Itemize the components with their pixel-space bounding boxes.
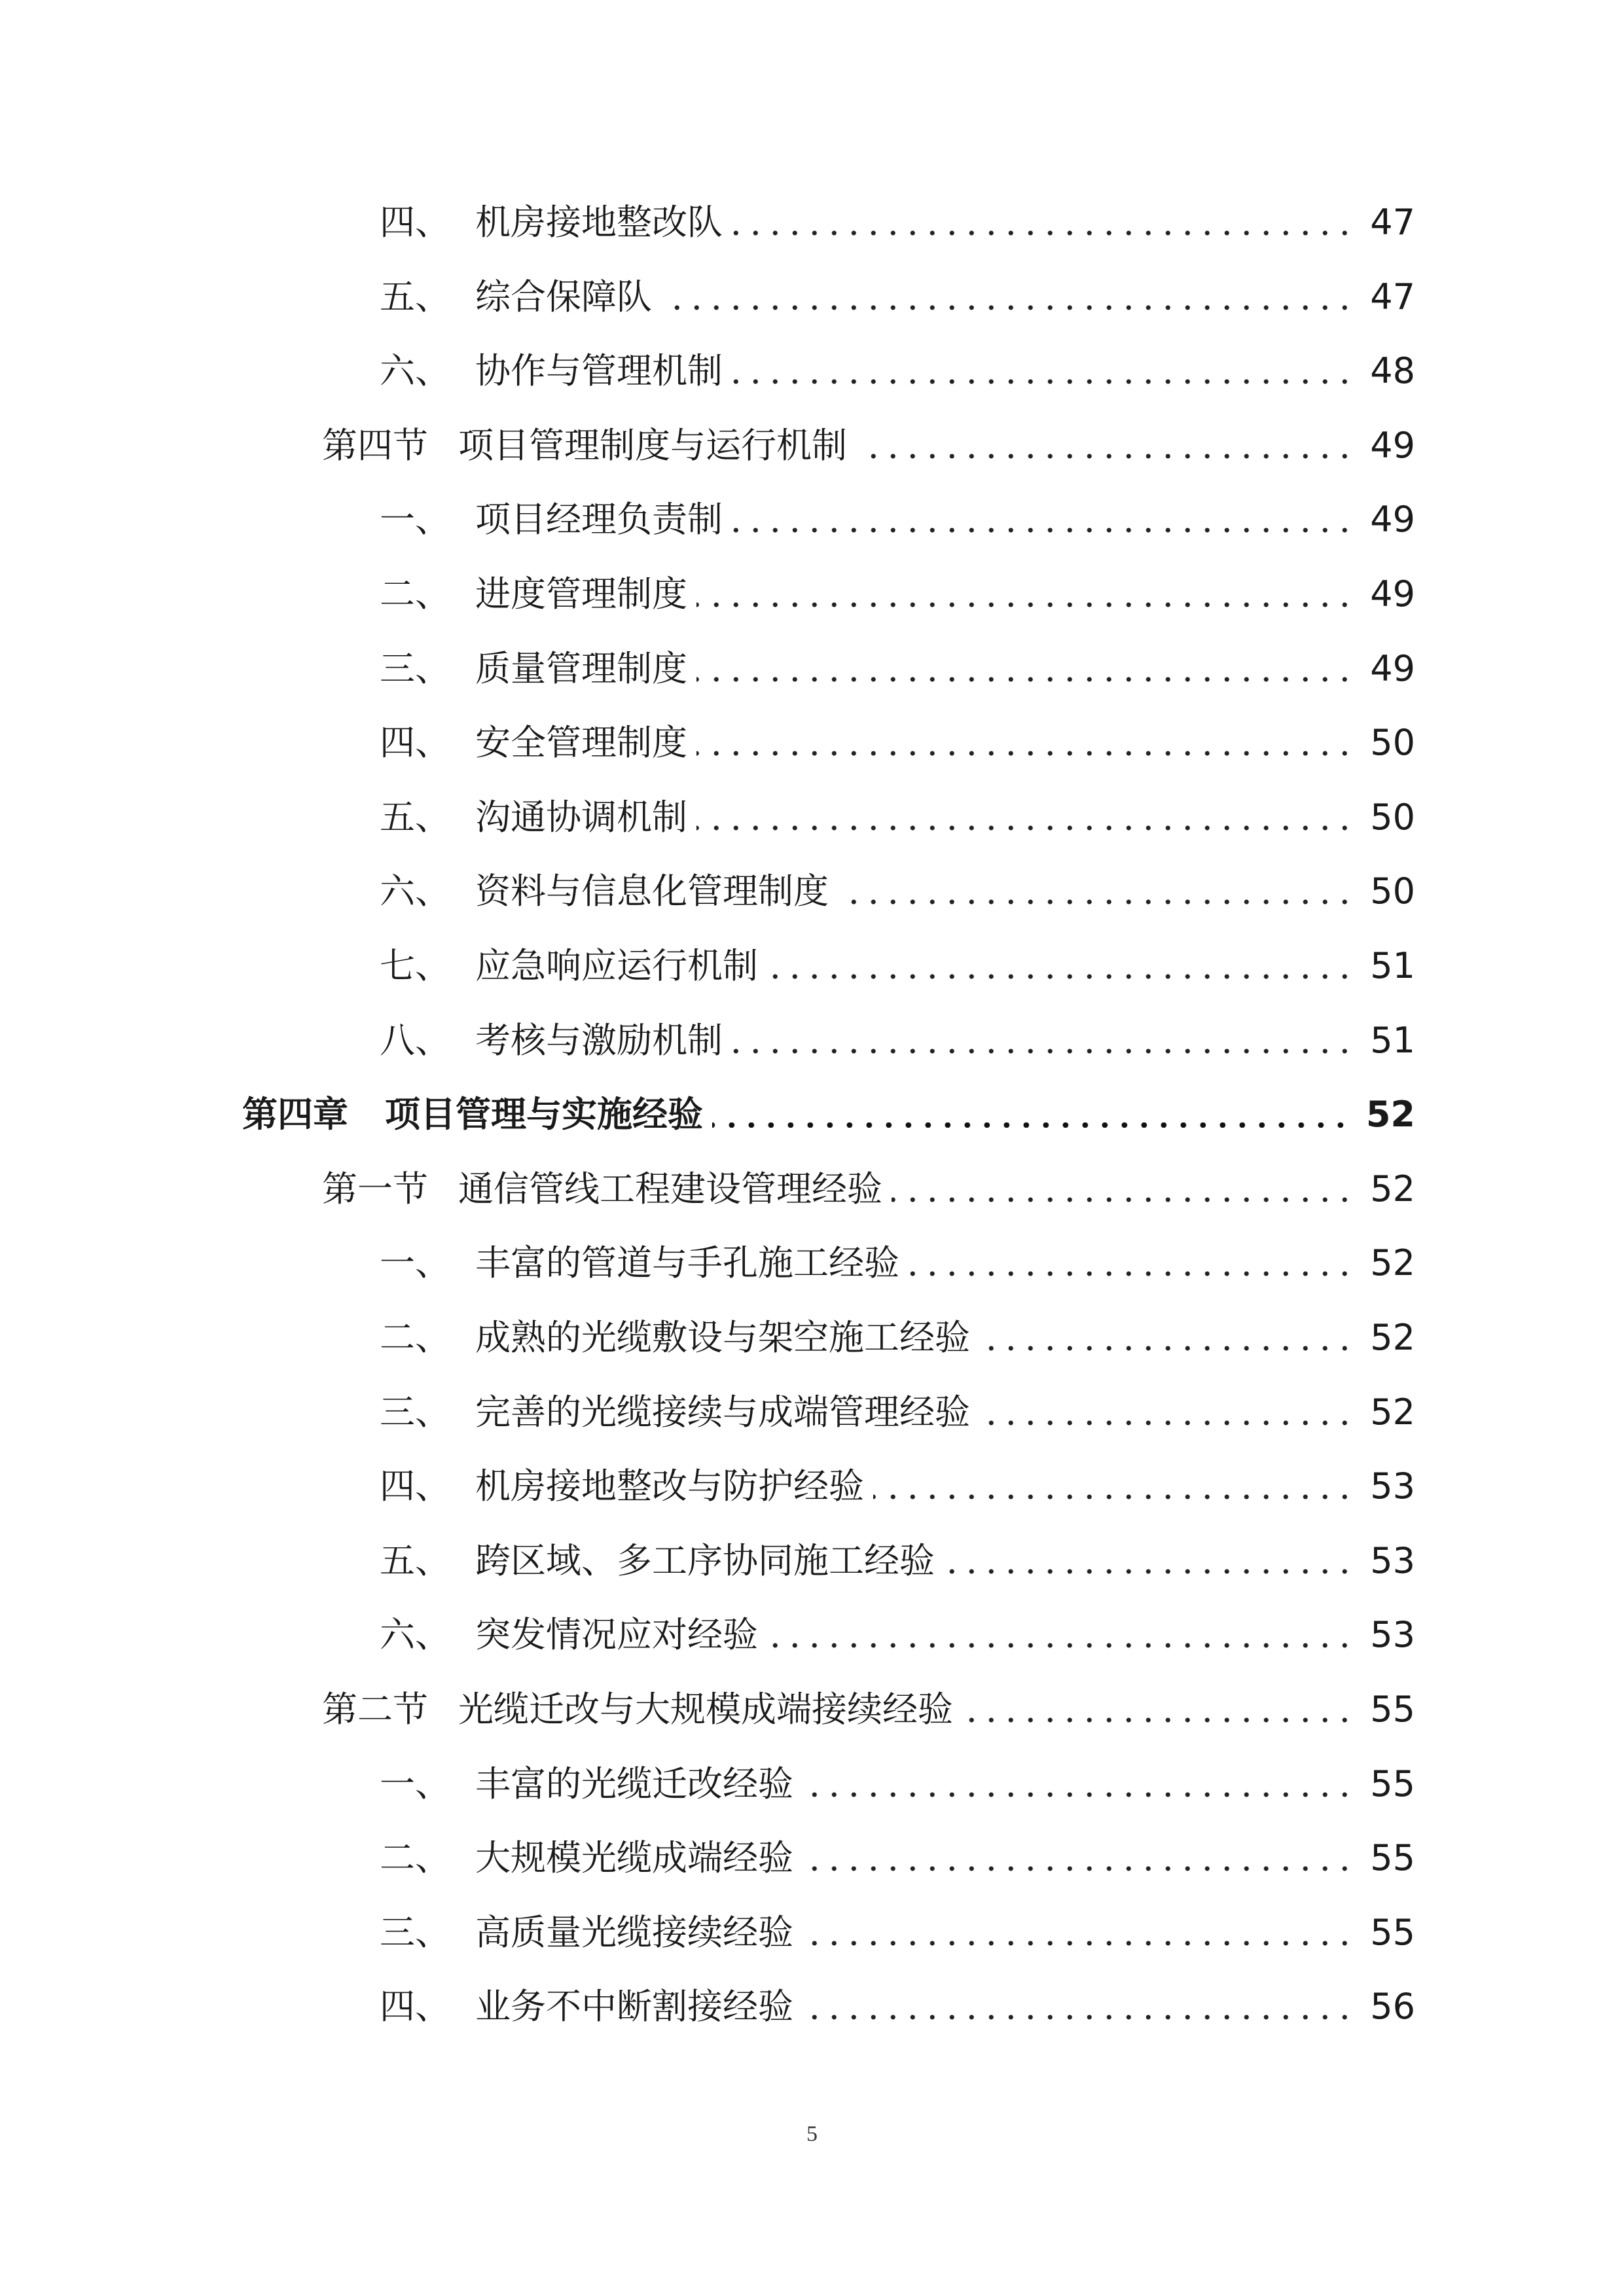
- toc-entry-title: 考核与激励机制: [475, 1020, 723, 1061]
- toc-entry: [380, 271, 1415, 323]
- toc-entry-label: [380, 1981, 793, 2033]
- toc-entry-number: 二、: [380, 573, 450, 615]
- toc-entry-title: 沟通协调机制: [475, 797, 687, 838]
- toc-entry-label: [380, 791, 687, 844]
- toc-entry-page: 50: [1370, 797, 1415, 838]
- toc-entry-title: 项目经理负责制: [475, 499, 723, 540]
- toc-entry-label: [322, 1163, 882, 1215]
- toc-entry-number: 六、: [380, 350, 450, 391]
- toc-entry-title: 通信管线工程建设管理经验: [458, 1168, 882, 1210]
- toc-entry-title: 协作与管理机制: [475, 350, 723, 391]
- toc-entry: [380, 791, 1415, 844]
- toc-entry-title: 项目管理制度与运行机制: [458, 425, 847, 466]
- toc-entry: [322, 1683, 1415, 1736]
- toc-entry-title: 安全管理制度: [475, 722, 687, 763]
- toc-entry-number: 三、: [380, 1391, 450, 1433]
- toc-entry-page: 52: [1365, 1094, 1415, 1135]
- toc-entry-number: 五、: [380, 276, 450, 317]
- toc-entry: [380, 1237, 1415, 1289]
- toc-entry-page: 50: [1370, 870, 1415, 912]
- toc-entry-label: [380, 1758, 793, 1810]
- toc-dot-leader: [696, 643, 1354, 695]
- toc-entry-page: 49: [1370, 425, 1415, 466]
- toc-dot-leader: [732, 1014, 1354, 1067]
- toc-entry-number: 一、: [380, 499, 450, 540]
- toc-entry-label: [380, 196, 723, 249]
- toc-entry-title: 综合保障队: [475, 276, 652, 317]
- toc-entry: [380, 1758, 1415, 1810]
- toc-entry-number: 五、: [380, 1540, 450, 1581]
- toc-entry-number: 四、: [380, 722, 450, 763]
- toc-entry-title: 业务不中断割接经验: [475, 1986, 793, 2027]
- toc-entry-title: 资料与信息化管理制度: [475, 870, 829, 912]
- toc-entry: [380, 1907, 1415, 1959]
- toc-entry: [380, 493, 1415, 546]
- toc-entry: [380, 1981, 1415, 2033]
- toc-entry-label: [380, 643, 687, 695]
- toc-entry-label: [380, 1832, 793, 1884]
- toc-entry-label: [242, 1088, 703, 1141]
- toc-entry-number: 六、: [380, 870, 450, 912]
- toc-entry-page: 55: [1370, 1837, 1415, 1878]
- toc-entry: [322, 1163, 1415, 1215]
- toc-entry-page: 53: [1370, 1540, 1415, 1581]
- toc-entry-number: 第四章: [242, 1094, 348, 1135]
- toc-entry: [380, 1386, 1415, 1439]
- toc-entry-title: 完善的光缆接续与成端管理经验: [475, 1391, 970, 1433]
- toc-entry: [380, 717, 1415, 769]
- toc-entry: [322, 420, 1415, 472]
- toc-dot-leader: [732, 196, 1354, 249]
- toc-entry: [380, 1832, 1415, 1884]
- toc-dot-leader: [803, 1758, 1354, 1810]
- page-number: 5: [806, 2122, 818, 2146]
- toc-entry-page: 52: [1370, 1317, 1415, 1358]
- toc-entry-page: 52: [1370, 1242, 1415, 1283]
- toc-entry-title: 光缆迁改与大规模成端接续经验: [458, 1689, 953, 1730]
- toc-entry-page: 53: [1370, 1465, 1415, 1507]
- toc-entry-number: 二、: [380, 1837, 450, 1878]
- toc-entry-page: 52: [1370, 1168, 1415, 1210]
- toc-dot-leader: [767, 1609, 1354, 1661]
- toc-entry-page: 51: [1370, 1020, 1415, 1061]
- toc-entry-number: 五、: [380, 797, 450, 838]
- toc-dot-leader: [892, 1163, 1354, 1215]
- toc-entry-number: 四、: [380, 1986, 450, 2027]
- toc-entry-title: 成熟的光缆敷设与架空施工经验: [475, 1317, 970, 1358]
- toc-entry-number: 七、: [380, 945, 450, 986]
- toc-entry-label: [380, 1237, 899, 1289]
- toc-entry-number: 三、: [380, 648, 450, 689]
- toc-entry-title: 跨区域、多工序协同施工经验: [475, 1540, 935, 1581]
- toc-dot-leader: [732, 345, 1354, 397]
- toc-entry-label: [380, 271, 652, 323]
- toc-entry: [380, 1535, 1415, 1587]
- toc-entry-title: 项目管理与实施经验: [385, 1094, 703, 1135]
- toc-entry: [380, 568, 1415, 620]
- toc-entry: [380, 940, 1415, 992]
- toc-entry-number: 四、: [380, 1465, 450, 1507]
- toc-entry-page: 53: [1370, 1614, 1415, 1655]
- toc-entry-label: [380, 1609, 758, 1661]
- toc-entry: [380, 1312, 1415, 1364]
- toc-entry-page: 55: [1370, 1763, 1415, 1804]
- toc-entry: [380, 643, 1415, 695]
- toc-entry-page: 49: [1370, 573, 1415, 615]
- toc-entry-label: [380, 940, 758, 992]
- toc-entry-page: 55: [1370, 1912, 1415, 1953]
- toc-dot-leader: [944, 1535, 1354, 1587]
- toc-entry: [380, 1460, 1415, 1513]
- toc-entry-label: [380, 1312, 970, 1364]
- toc-entry-page: 50: [1370, 722, 1415, 763]
- toc-dot-leader: [856, 420, 1354, 472]
- toc-entry-number: 第二节: [322, 1689, 428, 1730]
- toc-entry-page: 47: [1370, 202, 1415, 243]
- toc-entry: [380, 196, 1415, 249]
- toc-entry-label: [380, 1460, 864, 1513]
- toc-dot-leader: [712, 1088, 1350, 1141]
- toc-entry-label: [380, 493, 723, 546]
- toc-entry: [242, 1088, 1415, 1141]
- toc-entry-label: [380, 1386, 970, 1439]
- toc-entry-title: 进度管理制度: [475, 573, 687, 615]
- toc-dot-leader: [803, 1981, 1354, 2033]
- toc-entry-page: 52: [1370, 1391, 1415, 1433]
- toc-entry-title: 质量管理制度: [475, 648, 687, 689]
- toc-entry-page: 49: [1370, 648, 1415, 689]
- toc-entry-title: 丰富的管道与手孔施工经验: [475, 1242, 899, 1283]
- toc-dot-leader: [979, 1386, 1354, 1439]
- toc-dot-leader: [979, 1312, 1354, 1364]
- toc-dot-leader: [803, 1907, 1354, 1959]
- toc-entry-page: 47: [1370, 276, 1415, 317]
- toc-entry-number: 第一节: [322, 1168, 428, 1210]
- toc-dot-leader: [696, 717, 1354, 769]
- toc-entry-page: 48: [1370, 350, 1415, 391]
- toc-dot-leader: [909, 1237, 1354, 1289]
- toc-entry-number: 八、: [380, 1020, 450, 1061]
- toc-entry-number: 一、: [380, 1242, 450, 1283]
- toc-entry-title: 高质量光缆接续经验: [475, 1912, 793, 1953]
- toc-entry-number: 第四节: [322, 425, 428, 466]
- toc-entry-number: 二、: [380, 1317, 450, 1358]
- toc-entry-label: [322, 420, 847, 472]
- toc-entry-title: 应急响应运行机制: [475, 945, 758, 986]
- toc-entry-label: [322, 1683, 953, 1736]
- toc-entry-label: [380, 865, 829, 918]
- toc-dot-leader: [873, 1460, 1354, 1513]
- toc-entry: [380, 1014, 1415, 1067]
- toc-entry: [380, 1609, 1415, 1661]
- toc-entry-label: [380, 345, 723, 397]
- toc-dot-leader: [661, 271, 1354, 323]
- toc-entry-page: 56: [1370, 1986, 1415, 2027]
- toc-dot-leader: [767, 940, 1354, 992]
- toc-entry-title: 突发情况应对经验: [475, 1614, 758, 1655]
- toc-entry-title: 大规模光缆成端经验: [475, 1837, 793, 1878]
- toc-dot-leader: [732, 493, 1354, 546]
- toc-entry-number: 三、: [380, 1912, 450, 1953]
- toc-dot-leader: [838, 865, 1354, 918]
- toc-entry-label: [380, 568, 687, 620]
- toc-entry-title: 机房接地整改队: [475, 202, 723, 243]
- toc-dot-leader: [696, 791, 1354, 844]
- toc-dot-leader: [696, 568, 1354, 620]
- toc-entry: [380, 345, 1415, 397]
- toc-entry-title: 丰富的光缆迁改经验: [475, 1763, 793, 1804]
- toc-entry-label: [380, 717, 687, 769]
- toc-entry-page: 49: [1370, 499, 1415, 540]
- toc-entry-page: 51: [1370, 945, 1415, 986]
- toc-entry-title: 机房接地整改与防护经验: [475, 1465, 864, 1507]
- toc-entry-label: [380, 1014, 723, 1067]
- toc-entry-number: 一、: [380, 1763, 450, 1804]
- toc-entry: [380, 865, 1415, 918]
- toc-entry-number: 六、: [380, 1614, 450, 1655]
- toc-entry-page: 55: [1370, 1689, 1415, 1730]
- toc-dot-leader: [962, 1683, 1354, 1736]
- toc-entry-number: 四、: [380, 202, 450, 243]
- toc-entry-label: [380, 1907, 793, 1959]
- toc-dot-leader: [803, 1832, 1354, 1884]
- toc-entry-label: [380, 1535, 935, 1587]
